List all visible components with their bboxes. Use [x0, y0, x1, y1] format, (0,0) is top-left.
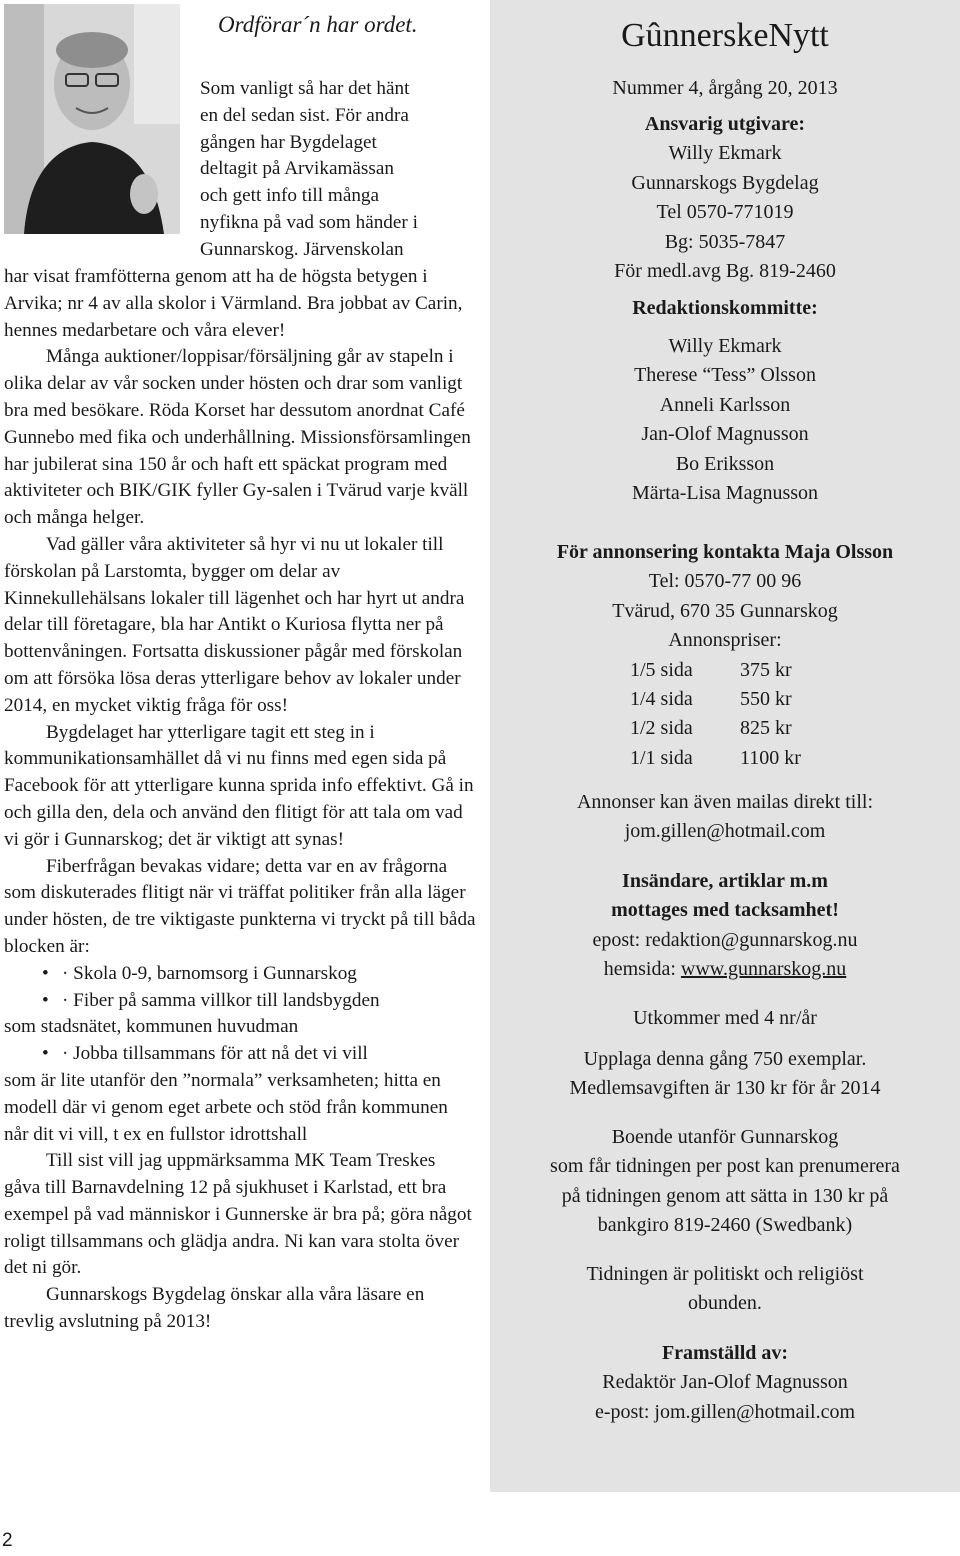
ads-contact: Annonspriser: [668, 629, 782, 652]
article-paragraph: Till sist vill jag uppmärksamma MK Team Treskes gåva till Barnavdelning 12 på sjukhuset i Karlstad, ett bra exempel på vad människor i Gunnerske är bra på; göra något roligt tillsammans och glädja andra. Ni kan vara stolta över det ni gör. [4, 1150, 472, 1279]
ads-contact: Tvärud, 670 35 Gunnarskog [612, 599, 838, 622]
newsletter-title: GûnnerskeNytt [621, 17, 829, 54]
intro-line: nyfikna på vad som händer i [200, 211, 418, 233]
newsletter-info-sidebar [490, 0, 960, 1492]
publisher-label: Ansvarig utgivare: [644, 113, 806, 135]
price-amount: 1100 kr [740, 746, 801, 769]
intro-line: en del sedan sist. För andra [200, 104, 409, 126]
article-paragraph: Gunnarskogs Bygdelag önskar alla våra läsare en trevlig avslutning på 2013! [4, 1284, 425, 1333]
portrait-image [4, 4, 180, 234]
committee-member: Märta-Lisa Magnusson [631, 482, 819, 505]
produced-text: Redaktör Jan-Olof Magnusson [602, 1371, 848, 1394]
price-size: 1/4 sida [630, 688, 693, 711]
subscribe-text: på tidningen genom att sätta in 130 kr på [561, 1184, 889, 1207]
produced-block [490, 1339, 960, 1427]
subscribe-text: som får tidningen per post kan prenumerera [550, 1155, 900, 1178]
committee-member: Jan-Olof Magnusson [641, 423, 809, 446]
website-label: hemsida: [603, 958, 681, 981]
article-body [4, 264, 476, 1336]
bullet-icon: • [42, 962, 49, 984]
ads-mail-address[interactable]: jom.gillen@hotmail.com [624, 820, 826, 843]
committee-member: Therese “Tess” Olsson [634, 364, 816, 387]
issue-info: Nummer 4, årgång 20, 2013 [612, 77, 838, 99]
bullet-icon: • [42, 989, 49, 1011]
article-paragraph: har visat framfötterna genom att ha de högsta betygen i Arvika; nr 4 av alla skolor i Värmland. Bra jobbat av Carin, hennes medarbetare och våra elever! [4, 266, 463, 341]
ads-mail-text: Annonser kan även mailas direkt till: [576, 791, 874, 813]
subscribe-text: bankgiro 819-2460 (Swedbank) [597, 1214, 853, 1237]
edition-text: Upplaga denna gång 750 exemplar. [583, 1048, 867, 1070]
committee-member: Anneli Karlsson [659, 393, 791, 416]
article-intro [200, 76, 480, 264]
submit-email-link[interactable]: epost: redaktion@gunnarskog.nu [592, 928, 858, 951]
bullet-text: · Skola 0-9, barnomsorg i Gunnarskog [62, 962, 357, 984]
ads-block [490, 538, 960, 773]
price-row [490, 685, 960, 714]
bullet-item [4, 961, 476, 988]
price-amount: 375 kr [740, 658, 792, 681]
article-paragraph: Vad gäller våra aktiviteter så hyr vi nu ut lokaler till förskolan på Larstomta, bygger om delar av Kinnekullehälsans lokaler till lägenhet och har hyrt ut andra delar till företagare, bla har Antikt o Kuriosa flytta ner på bottenvåningen. Fortsatta diskussioner pågår med förskolan om att försöka lösa deras ytterligare behov av lokaler under 2014, en mycket viktig fråga för oss! [4, 533, 465, 716]
bullet-icon: • [42, 1043, 49, 1065]
article-paragraph: Många auktioner/loppisar/försäljning går av stapeln i olika delar av vår socken under hösten och drar som vanligt bra med besökare. Röda Korset har dessutom anordnat Café Gunnebo med fika och underhållning. Missionsförsamlingen har jubilerat sina 150 år och haft ett späckat program med aktiviteter och BIK/GIK fyller Gy-salen i Tvärud varje kväll och många helger. [4, 346, 471, 529]
price-size: 1/5 sida [630, 658, 693, 681]
ads-label: För annonsering kontakta Maja Olsson [556, 541, 894, 563]
price-amount: 825 kr [740, 717, 792, 740]
subscribe-text: Boende utanför Gunnarskog [611, 1126, 839, 1148]
submit-block [490, 867, 960, 985]
produced-label: Framställd av: [661, 1342, 789, 1364]
intro-line: Som vanligt så har det hänt [200, 78, 410, 99]
ads-contact: Tel: 0570-77 00 96 [648, 570, 802, 593]
bullet-continuation: som stadsnätet, kommunen huvudman [4, 1016, 299, 1038]
frequency-text: Utkommer med 4 nr/år [633, 1007, 817, 1029]
publisher-line: Bg: 5035-7847 [664, 230, 786, 253]
bullet-item [4, 1041, 476, 1068]
article-heading: Ordförar´n har ordet. [218, 12, 418, 37]
committee-member: Bo Eriksson [675, 452, 775, 475]
bullet-continuation: som är lite utanför den ”normala” verksamheten; hitta en modell där vi genom eget arbete och stöd från kommunen når dit vi vill, t ex en fullstor idrottshall [4, 1069, 448, 1145]
subscribe-block [490, 1123, 960, 1241]
politics-text: obunden. [688, 1292, 762, 1315]
committee-member: Willy Ekmark [668, 335, 782, 357]
publisher-line: Willy Ekmark [668, 142, 782, 165]
intro-line: Gunnarskog. Järvenskolan [200, 238, 404, 260]
committee-block [490, 294, 960, 323]
price-amount: 550 kr [740, 688, 792, 711]
page-number: 2 [2, 1530, 13, 1551]
intro-line: deltagit på Arvikamässan [200, 158, 394, 180]
price-size: 1/1 sida [630, 746, 693, 769]
publisher-line: För medl.avg Bg. 819-2460 [614, 260, 836, 283]
submit-label: mottages med tacksamhet! [611, 899, 839, 922]
chairman-photo [4, 4, 180, 234]
committee-list [490, 332, 960, 508]
price-row [490, 656, 960, 685]
submit-label: Insändare, artiklar m.m [622, 870, 828, 892]
publisher-line: Gunnarskogs Bygdelag [631, 171, 819, 194]
article-paragraph: Fiberfrågan bevakas vidare; detta var en av frågorna som diskuterades flitigt när vi träffat politiker från alla läger under hösten, de tre viktigaste punkterna vi tryckt på till båda blocken är: [4, 855, 476, 957]
ads-mail-block [490, 788, 960, 847]
politics-text: Tidningen är politiskt och religiöst [586, 1263, 864, 1285]
committee-label: Redaktionskommitte: [632, 297, 818, 319]
bullet-text: · Fiber på samma villkor till landsbygden [62, 989, 380, 1011]
intro-line: gången har Bygdelaget [200, 131, 377, 153]
politics-block [490, 1260, 960, 1319]
produced-email[interactable]: e-post: jom.gillen@hotmail.com [594, 1400, 856, 1423]
issue-block [490, 74, 960, 103]
edition-text: Medlemsavgiften är 130 kr för år 2014 [569, 1077, 881, 1100]
publisher-block [490, 110, 960, 286]
publisher-line: Tel 0570-771019 [656, 201, 794, 224]
website-link[interactable]: www.gunnarskog.nu [680, 958, 847, 981]
price-row [490, 714, 960, 743]
submit-website [490, 955, 960, 984]
frequency-block [490, 1004, 960, 1033]
bullet-text: · Jobba tillsammans för att nå det vi vill [62, 1043, 368, 1065]
bullet-item [4, 988, 476, 1015]
price-row [490, 744, 960, 773]
article-paragraph: Bygdelaget har ytterligare tagit ett steg in i kommunikationsamhället då vi nu finns med egen sida på Facebook för att ytterligare kunna sprida info effektivt. Gå in och gilla den, dela och använd den flitigt för att tala om vad vi gör i Gunnarskog; det är viktigt att synas! [4, 721, 474, 850]
price-size: 1/2 sida [630, 717, 693, 740]
intro-line: och gett info till många [200, 185, 380, 207]
edition-block [490, 1045, 960, 1104]
